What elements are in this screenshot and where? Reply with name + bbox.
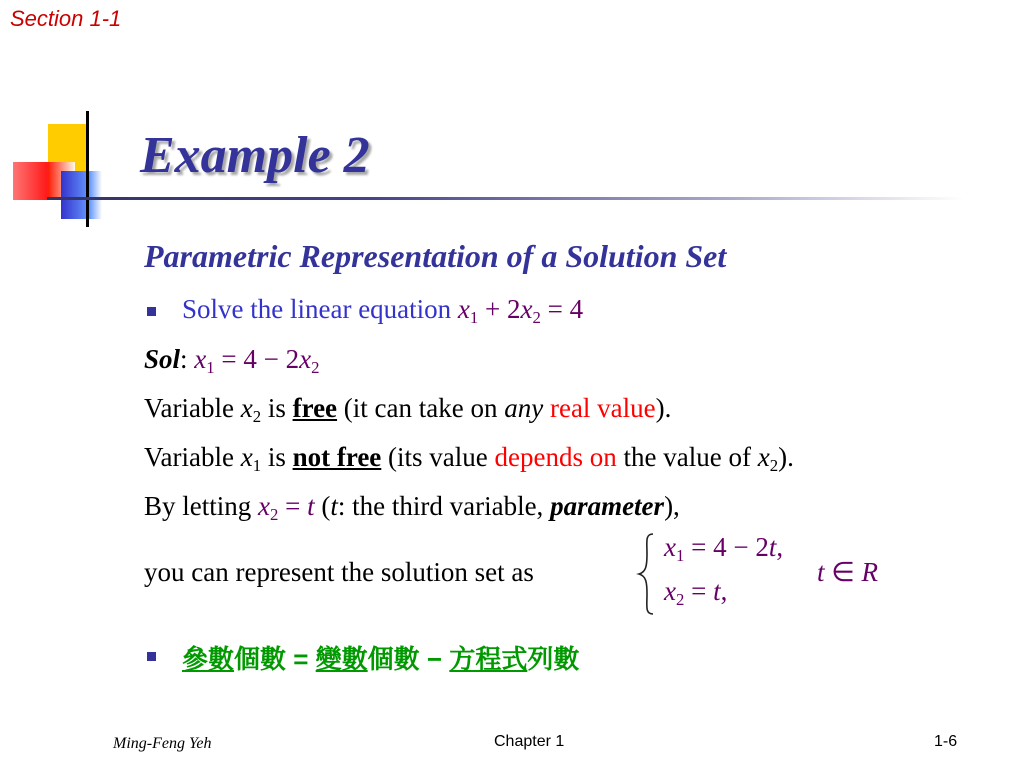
- bullet-text: Solve the linear equation: [182, 294, 452, 324]
- system-row-2: $x_2 = t$,: [664, 576, 728, 610]
- footer-page-number: 1-6: [934, 733, 958, 750]
- not-free-term: not free: [292, 442, 382, 472]
- footer-author: Ming-Feng Yeh: [113, 735, 212, 752]
- section-subtitle: Parametric Representation of a Solution Set: [144, 238, 727, 274]
- chinese-parameter-formula: 參數個數 = 變數個數 − 方程式列數: [182, 644, 580, 674]
- equation-inline: $x_1 + 2x_2 = 4$: [457, 294, 584, 328]
- parameter-domain: t ∈ R: [817, 557, 879, 587]
- dependent-variable-line: Variable $x_1$ is not free (its value depends on the value of $x_2$).: [144, 442, 794, 476]
- sol-equation: $x_1 = 4 - 2x_2$: [194, 344, 320, 378]
- parameter-line: By letting $x_2 = t$ (t: the third variable, parameter),: [144, 491, 680, 525]
- parameter-term: parameter: [550, 491, 665, 521]
- decorative-blue-block: [61, 171, 102, 219]
- footer-chapter: Chapter 1: [494, 733, 565, 750]
- depends-on-term: depends on: [494, 442, 617, 472]
- left-brace-icon: [636, 532, 656, 616]
- free-term: free: [292, 393, 338, 423]
- solution-set-line: you can represent the solution set as: [144, 557, 534, 587]
- free-variable-line: Variable $x_2$ is free (it can take on any real value).: [144, 393, 672, 427]
- slide-title: Example 2: [140, 127, 370, 184]
- section-label: Section 1-1: [10, 6, 122, 31]
- bullet-solve-equation: [182, 294, 584, 328]
- solution-system: [636, 530, 816, 620]
- system-row-1: $x_1 = 4 - 2t$,: [664, 532, 784, 566]
- sol-label: Sol: [144, 344, 181, 374]
- decorative-vertical-line: [86, 111, 89, 227]
- solution-line: Sol: $x_1 = 4 - 2x_2$: [144, 344, 320, 378]
- bullet-marker: [147, 307, 156, 316]
- real-value-term: real value: [549, 393, 656, 423]
- title-underline: [47, 197, 963, 200]
- bullet-marker: [147, 652, 156, 661]
